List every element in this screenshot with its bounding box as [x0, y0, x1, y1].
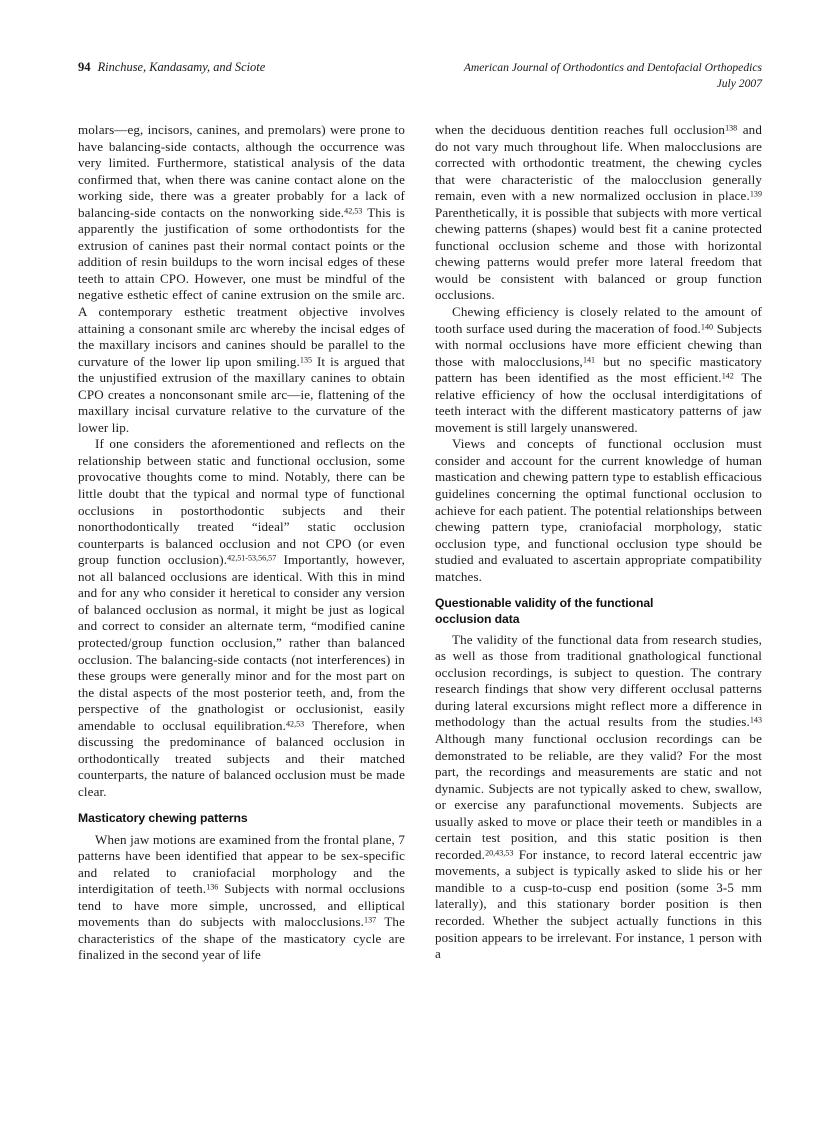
spacer: [435, 585, 762, 596]
paragraph: [78, 122, 405, 436]
reference-superscript: 143: [749, 716, 762, 726]
paragraph-text: When jaw motions are examined from the frontal plane, 7 patterns have been identified that appear to be sex-specific and related to craniofacial morphology and the interdigitation of teeth.: [78, 831, 405, 897]
page-number: 94: [78, 60, 91, 74]
reference-superscript: 42,53: [344, 206, 363, 216]
paragraph-text: and do not vary much throughout life. When malocclusions are corrected with orthodontic treatment, the chewing cycles that were characteristic of the malocclusion generally remain, even with a new normalized occlusion in place.: [435, 122, 762, 204]
running-head-right: [464, 60, 762, 91]
reference-superscript: 138: [725, 123, 738, 133]
running-head-authors: Rinchuse, Kandasamy, and Sciote: [97, 60, 266, 74]
journal-title: American Journal of Orthodontics and Dentofacial Orthopedics: [463, 61, 762, 74]
paragraph-text: This is apparently the justification of some orthodontists for the extrusion of canines past their normal contact points or the addition of resin buildups to the worn incisal edges of these teeth to attain CPO. However, one must be mindful of the negative esthetic effect of canine extrusion on the smile arc. A contemporary esthetic treatment objective involves attaining a consonant smile arc whereby the incisal edges of the maxillary incisors and canines should be parallel to the curvature of the lower lip upon smiling.: [78, 204, 405, 369]
reference-superscript: 136: [206, 882, 219, 892]
section-heading-masticatory: Masticatory chewing patterns: [78, 811, 248, 826]
paragraph-text: Parenthetically, it is possible that subjects with more vertical chewing patterns (shapes) would best fit a canine protected functional occlusion scheme and those with horizontal chewing patterns would prefer more lateral freedom that would be consistent with balanced or group function occlusions.: [435, 204, 762, 303]
paragraph-text: Therefore, when discussing the predominance of balanced occlusion in orthodontically treated subjects and their matched counterparts, the nature of balanced occlusion must be made clear.: [78, 717, 405, 799]
paragraph-text: The relative efficiency of how the occlusal interdigitations of teeth interact with the different masticatory patterns of jaw movement is still largely unanswered.: [435, 370, 762, 435]
paragraph-text: For instance, to record lateral eccentric jaw movements, a subject is typically asked to slide his or her mandible to a cusp-to-cusp end position (some 3-5 mm laterally), and this stationary border position is then recorded. Whether the subject actually functions in this position appears to be irrelevant. For instance, 1 person with a: [435, 846, 762, 962]
paragraph-text: molars—eg, incisors, canines, and premolars) were prone to have balancing-side contacts, although the occurrence was very limited. Furthermore, statistical analysis of the data confirmed that, when there was canine contact alone on the working side, there was a greater probably for a lack of balancing-side contacts on the nonworking side.: [78, 122, 405, 220]
issue-date: July 2007: [716, 76, 762, 90]
running-head: [78, 60, 762, 91]
paragraph-text: but no specific masticatory pattern has been identified as the most efficient.: [435, 353, 762, 386]
paragraph: [78, 832, 405, 964]
paragraph: [435, 122, 762, 304]
paragraph-text: when the deciduous dentition reaches full occlusion: [435, 122, 726, 137]
reference-superscript: 42,53: [286, 719, 305, 729]
reference-superscript: 142: [721, 371, 734, 381]
paragraph-text: The characteristics of the shape of the masticatory cycle are finalized in the second year of life: [78, 914, 405, 963]
paragraph: [435, 632, 762, 963]
reference-superscript: 140: [700, 322, 714, 332]
paragraph-text: Subjects with normal occlusions tend to have more simple, uncrossed, and elliptical movements than do subjects with malocclusions.: [78, 881, 405, 930]
paragraph: [78, 436, 405, 800]
spacer: [78, 800, 405, 811]
paragraph-text: Subjects with normal occlusions have more efficient chewing than those with malocclusions,: [435, 320, 763, 369]
body-columns: [78, 122, 762, 1067]
paragraph-text: Chewing efficiency is closely related to the amount of tooth surface used during the maceration of food.: [435, 304, 762, 336]
reference-superscript: 141: [582, 355, 596, 365]
reference-superscript: 139: [749, 189, 762, 199]
reference-superscript: 135: [299, 355, 313, 365]
section-heading-questionable-line2: occlusion data: [435, 611, 520, 626]
left-column: [78, 122, 405, 1067]
reference-superscript: 42,51-53,56,57: [227, 553, 277, 563]
running-head-left: [78, 60, 265, 74]
right-column: [435, 122, 762, 1067]
paragraph-text: Importantly, however, not all balanced occlusions are identical. With this in mind and for any who consider it heretical to consider any version of balanced occlusion as normal, it might be just as logical and correct to consider an alternate term, “modified canine protected/group function occlusion,” rather than balanced occlusion. The balancing-side contacts (not interferences) in these groups were generally minor and for the most part on the distal aspects of the most posterior teeth, and, from the perspective of the gnathologist or occlusionist, easily amendable to occlusal equilibration.: [78, 552, 405, 733]
paragraph-text: The validity of the functional data from research studies, as well as those from traditional gnathological functional occlusion recordings, is subject to question. The contrary research findings that show very different occlusal patterns during lateral excursions might reflect more a difference in methodology than the actual results from the studies.: [435, 631, 762, 730]
paragraph-text: Although many functional occlusion recordings can be demonstrated to be reliable, are they valid? For the most part, the recordings and measurements are static and not dynamic. Subjects are not typically asked to chew, swallow, or exercise any parafunctional movements. Subjects are usually asked to move or place their teeth or mandibles in a certain test position, and this static position is then recorded.: [435, 731, 762, 862]
paragraph: [435, 304, 762, 436]
reference-superscript: 137: [364, 915, 377, 925]
paragraph: Views and concepts of functional occlusion must consider and account for the current knowledge of human mastication and chewing pattern type to establish efficacious guidelines concerning the optimal functional occlusion to achieve for each patient. The potential relationships between chewing pattern type, craniofacial morphology, static occlusion type, and functional occlusion type should be studied and evaluated to ascertain appropriate compatibility matches.: [435, 436, 762, 584]
paragraph-text: If one considers the aforementioned and reflects on the relationship between static and functional occlusion, some provocative thoughts come to mind. Notably, there can be little doubt that the typical and normal type of functional occlusions in postorthodontic subjects and their nonorthodontically treated “ideal” static occlusion counterparts is balanced occlusion and not CPO (or even group function occlusion).: [78, 436, 405, 568]
reference-superscript: 20,43,53: [485, 848, 514, 858]
paragraph-text: It is argued that the unjustified extrusion of the maxillary canines to obtain CPO creates a nonconsonant smile arc—ie, flattening of the maxillary incisal curvature relative to the curvature of the lower lip.: [78, 353, 405, 435]
section-heading-questionable-line1: Questionable validity of the functional: [435, 596, 654, 611]
